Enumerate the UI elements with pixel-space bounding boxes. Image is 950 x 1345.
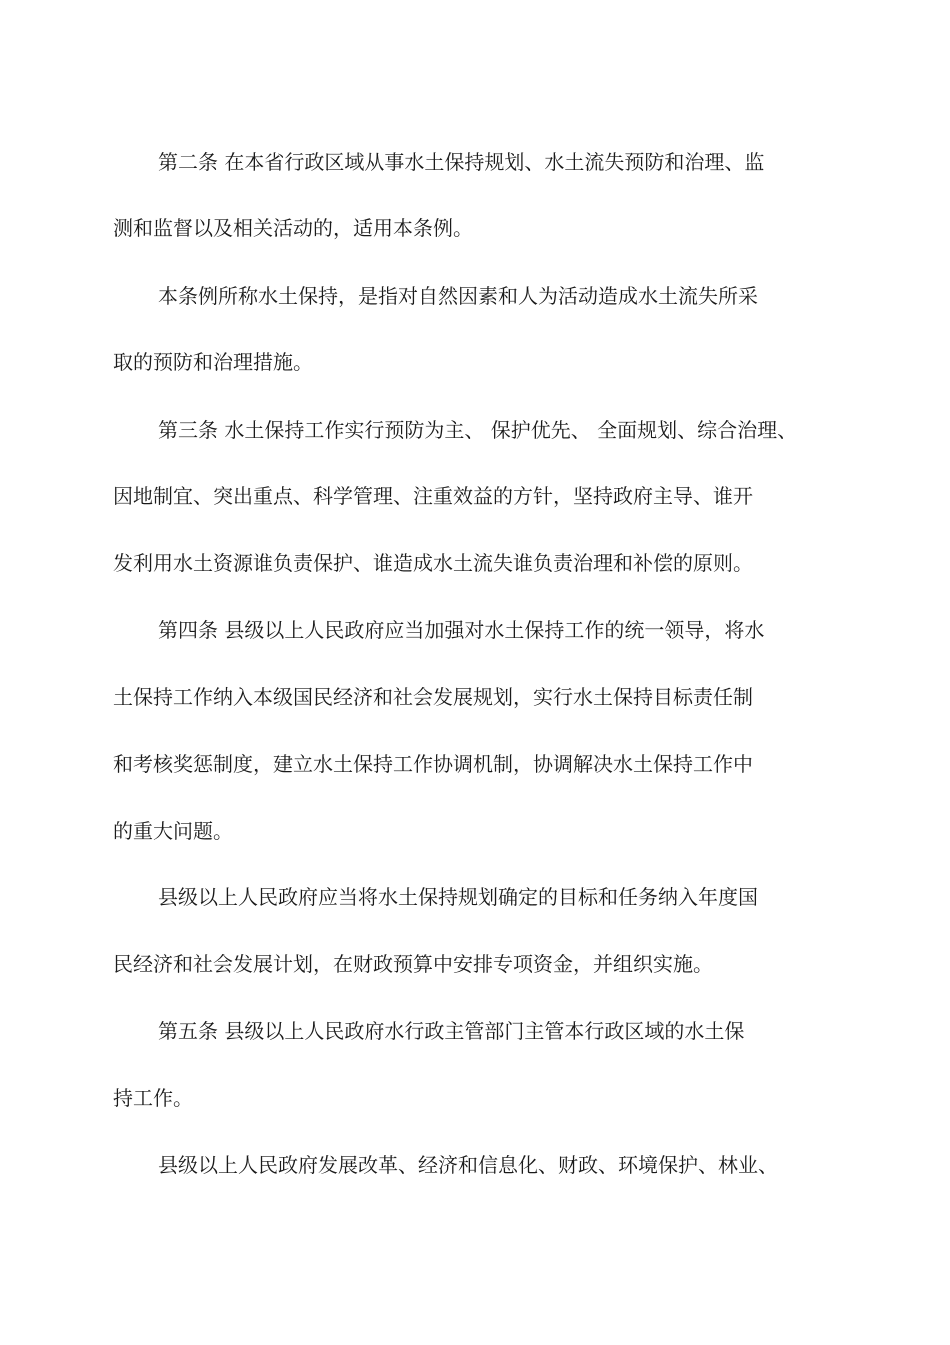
text-line-4: 取的预防和治理措施。 bbox=[113, 350, 313, 374]
text-line-5: 第三条 水土保持工作实行预防为主、 保护优先、 全面规划、综合治理、 bbox=[158, 418, 798, 442]
text-line-15: 持工作。 bbox=[113, 1086, 193, 1110]
text-line-11: 的重大问题。 bbox=[113, 819, 233, 843]
text-line-6: 因地制宜、突出重点、科学管理、注重效益的方针，坚持政府主导、谁开 bbox=[113, 484, 753, 508]
text-line-7: 发利用水土资源谁负责保护、谁造成水土流失谁负责治理和补偿的原则。 bbox=[113, 551, 753, 575]
text-line-1: 第二条 在本省行政区域从事水土保持规划、水土流失预防和治理、监 bbox=[158, 150, 765, 174]
text-line-8: 第四条 县级以上人民政府应当加强对水土保持工作的统一领导，将水 bbox=[158, 618, 765, 642]
text-line-16: 县级以上人民政府发展改革、经济和信息化、财政、环境保护、林业、 bbox=[158, 1153, 778, 1177]
text-line-14: 第五条 县级以上人民政府水行政主管部门主管本行政区域的水土保 bbox=[158, 1019, 745, 1043]
text-line-3: 本条例所称水土保持，是指对自然因素和人为活动造成水土流失所采 bbox=[158, 284, 758, 308]
text-line-13: 民经济和社会发展计划，在财政预算中安排专项资金，并组织实施。 bbox=[113, 952, 713, 976]
text-line-10: 和考核奖惩制度，建立水土保持工作协调机制，协调解决水土保持工作中 bbox=[113, 752, 753, 776]
text-line-12: 县级以上人民政府应当将水土保持规划确定的目标和任务纳入年度国 bbox=[158, 885, 758, 909]
text-line-2: 测和监督以及相关活动的，适用本条例。 bbox=[113, 216, 473, 240]
text-line-9: 土保持工作纳入本级国民经济和社会发展规划，实行水土保持目标责任制 bbox=[113, 685, 753, 709]
